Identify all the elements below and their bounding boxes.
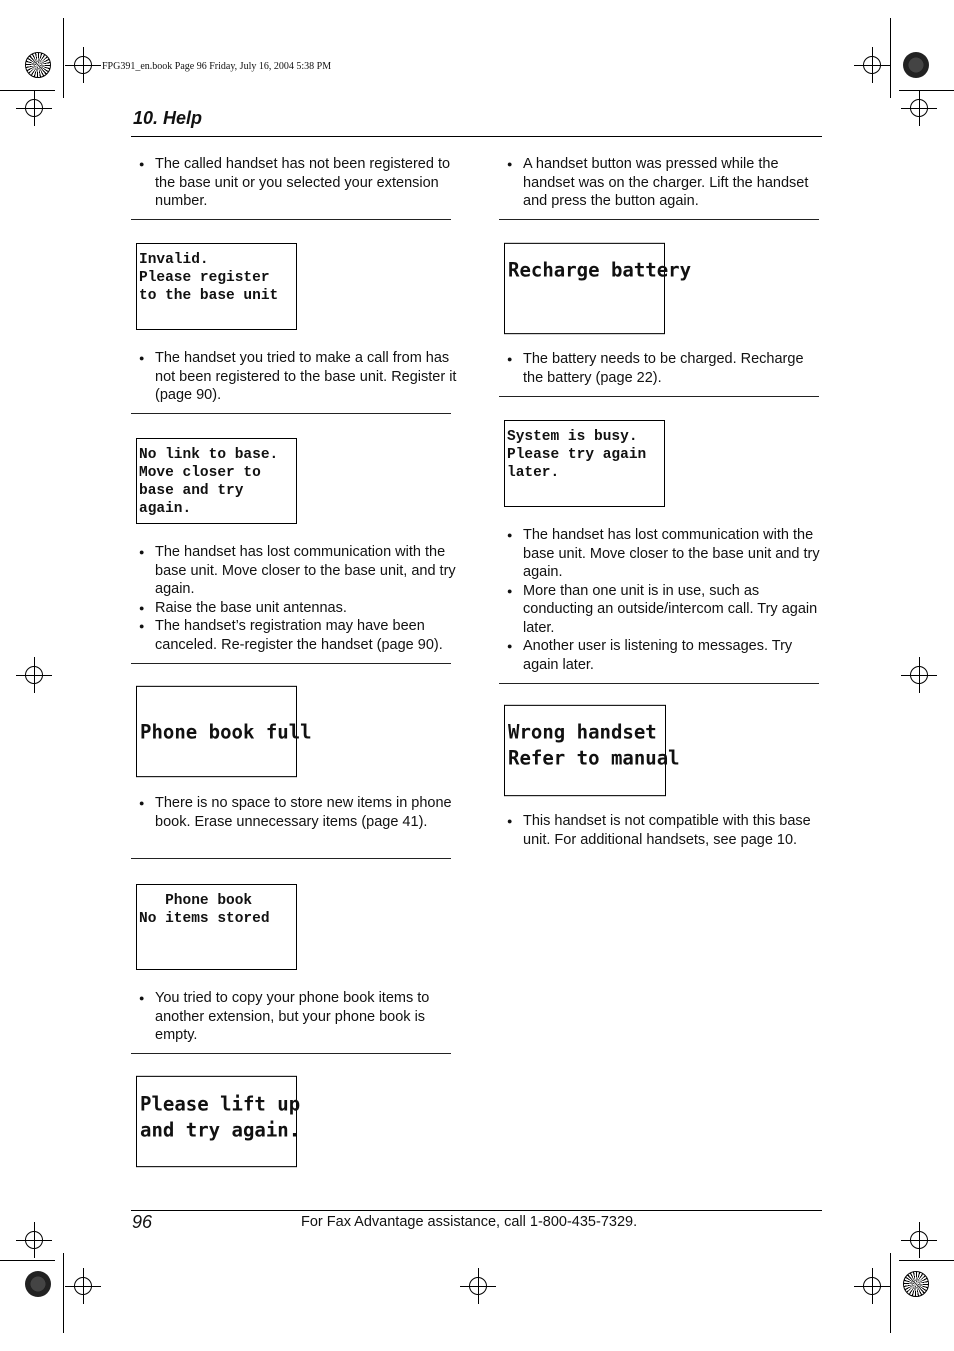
crosshair-mark-icon bbox=[910, 1231, 928, 1249]
list-item: ● You tried to copy your phone book items to another extension, but your phone book is empty. bbox=[137, 989, 457, 1045]
separator bbox=[499, 683, 819, 684]
list-item: ● This handset is not compatible with this base unit. For additional handsets, see page 10. bbox=[505, 812, 825, 849]
separator bbox=[131, 858, 451, 859]
crosshair-mark-icon bbox=[469, 1277, 487, 1295]
bullet-list bbox=[137, 349, 457, 405]
list-item: ● The handset has lost communication with the base unit. Move closer to the base unit and try again. bbox=[505, 526, 825, 582]
crop-line bbox=[899, 90, 954, 91]
list-item: ● The handset has lost communication with the base unit. Move closer to the base unit, and try again. bbox=[137, 543, 457, 599]
list-item: ● Another user is listening to messages. Try again later. bbox=[505, 637, 825, 674]
header-rule bbox=[131, 136, 822, 137]
display-message: No link to base. Move closer to base and try again. bbox=[136, 438, 297, 524]
registration-star-icon bbox=[25, 1271, 51, 1297]
bullet-list bbox=[505, 812, 825, 849]
crop-line bbox=[890, 18, 891, 98]
separator bbox=[131, 663, 451, 664]
crop-line bbox=[899, 1260, 954, 1261]
file-info: FPG391_en.book Page 96 Friday, July 16, 2004 5:38 PM bbox=[102, 61, 332, 72]
crosshair-mark-icon bbox=[25, 666, 43, 684]
separator bbox=[499, 219, 819, 220]
separator bbox=[131, 1053, 451, 1054]
crop-line bbox=[890, 1253, 891, 1333]
list-item: ● A handset button was pressed while the handset was on the charger. Lift the handset and press the button again. bbox=[505, 155, 825, 211]
list-item: ● The called handset has not been registered to the base unit or you selected your extension number. bbox=[137, 155, 457, 211]
bullet-list bbox=[505, 526, 825, 674]
list-item: ● The handset’s registration may have been canceled. Re-register the handset (page 90). bbox=[137, 617, 457, 654]
crosshair-mark-icon bbox=[25, 99, 43, 117]
list-item: ● Raise the base unit antennas. bbox=[137, 599, 457, 618]
display-message: Recharge battery bbox=[504, 243, 665, 334]
list-item: ● The battery needs to be charged. Recharge the battery (page 22). bbox=[505, 350, 825, 387]
crosshair-mark-icon bbox=[25, 1231, 43, 1249]
bullet-list bbox=[505, 350, 825, 387]
separator bbox=[131, 219, 451, 220]
crop-line bbox=[63, 1253, 64, 1333]
display-message: Phone book No items stored bbox=[136, 884, 297, 970]
list-item: ● There is no space to store new items in phone book. Erase unnecessary items (page 41). bbox=[137, 794, 457, 831]
display-message: System is busy. Please try again later. bbox=[504, 420, 665, 507]
separator bbox=[131, 413, 451, 414]
display-message: Invalid. Please register to the base unit bbox=[136, 243, 297, 330]
crop-line bbox=[63, 18, 64, 98]
section-title: 10. Help bbox=[133, 108, 203, 128]
footer-rule bbox=[131, 1210, 822, 1211]
crosshair-mark-icon bbox=[74, 56, 92, 74]
crosshair-mark-icon bbox=[74, 1277, 92, 1295]
separator bbox=[499, 396, 819, 397]
registration-star-icon bbox=[903, 52, 929, 78]
bullet-list bbox=[137, 155, 457, 211]
list-item: ● More than one unit is in use, such as conducting an outside/intercom call. Try again later. bbox=[505, 582, 825, 638]
list-item: ● The handset you tried to make a call from has not been registered to the base unit. Register it (page 90). bbox=[137, 349, 457, 405]
crosshair-mark-icon bbox=[910, 99, 928, 117]
registration-star-icon bbox=[25, 52, 51, 78]
display-message: Phone book full bbox=[136, 686, 297, 777]
display-message: Wrong handset Refer to manual bbox=[504, 705, 666, 796]
bullet-list bbox=[137, 794, 457, 831]
display-message: Please lift up and try again. bbox=[136, 1076, 297, 1167]
bullet-list bbox=[137, 543, 457, 654]
bullet-list bbox=[505, 155, 825, 211]
footer-note: For Fax Advantage assistance, call 1-800-435-7329. bbox=[301, 1214, 638, 1230]
registration-star-icon bbox=[903, 1271, 929, 1297]
crosshair-mark-icon bbox=[863, 56, 881, 74]
crop-line bbox=[0, 90, 55, 91]
crosshair-mark-icon bbox=[910, 666, 928, 684]
bullet-list bbox=[137, 989, 457, 1045]
page-number: 96 bbox=[132, 1212, 153, 1232]
crop-line bbox=[0, 1260, 55, 1261]
crosshair-mark-icon bbox=[863, 1277, 881, 1295]
